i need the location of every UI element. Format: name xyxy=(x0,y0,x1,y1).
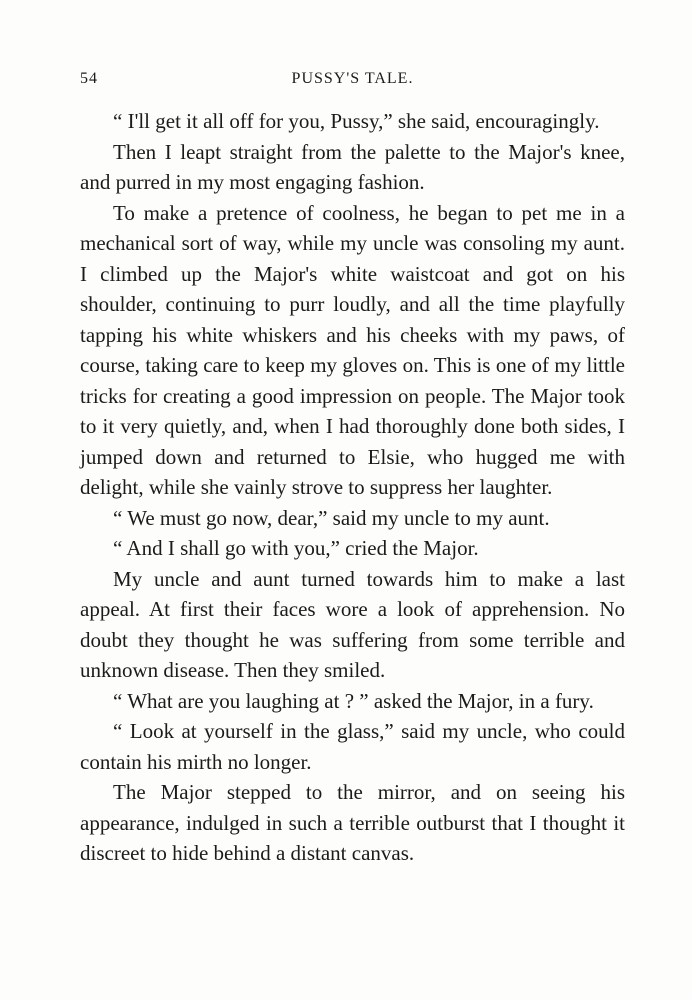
running-head xyxy=(80,64,625,90)
paragraph: “ What are you laughing at ? ” asked the Major, in a fury. xyxy=(113,688,594,713)
paragraph: Then I leapt straight from the palette to the Major's knee, and purred in my most engaging fashion. xyxy=(80,139,625,194)
paragraph: “ And I shall go with you,” cried the Major. xyxy=(113,536,479,560)
paragraph: To make a pretence of coolness, he began to pet me in a mechanical sort of way, while my uncle was consoling my aunt. I climbed up the Major's white waistcoat and got on his shoulder, continuing to purr loudly, and all the time playfully tapping his white whiskers and his cheeks with my paws, of course, taking care to keep my gloves on. This is one of my little tricks for creating a good impression on people. The Major took to it very quietly, and, when I had thoroughly done both sides, I jumped down and returned to Elsie, who hugged me with delight, while she vainly strove to suppress her laughter. xyxy=(80,200,625,499)
paragraph: The Major stepped to the mirror, and on seeing his appearance, indulged in such a terrible outburst that I thought it discreet to hide behind a distant canvas. xyxy=(80,780,625,865)
body-text xyxy=(80,106,625,869)
paragraph: “ We must go now, dear,” said my uncle to my aunt. xyxy=(113,505,550,530)
page-number: 54 xyxy=(80,70,98,87)
paragraph: My uncle and aunt turned towards him to make a last appeal. At first their faces wore a look of apprehension. No doubt they thought he was suffering from some terrible and unknown disease. Then they smiled. xyxy=(80,566,625,682)
paragraph: “ I'll get it all off for you, Pussy,” she said, encouragingly. xyxy=(113,109,600,133)
running-title: PUSSY'S TALE. xyxy=(291,70,414,87)
paragraph: “ Look at yourself in the glass,” said my uncle, who could contain his mirth no longer. xyxy=(80,719,625,774)
